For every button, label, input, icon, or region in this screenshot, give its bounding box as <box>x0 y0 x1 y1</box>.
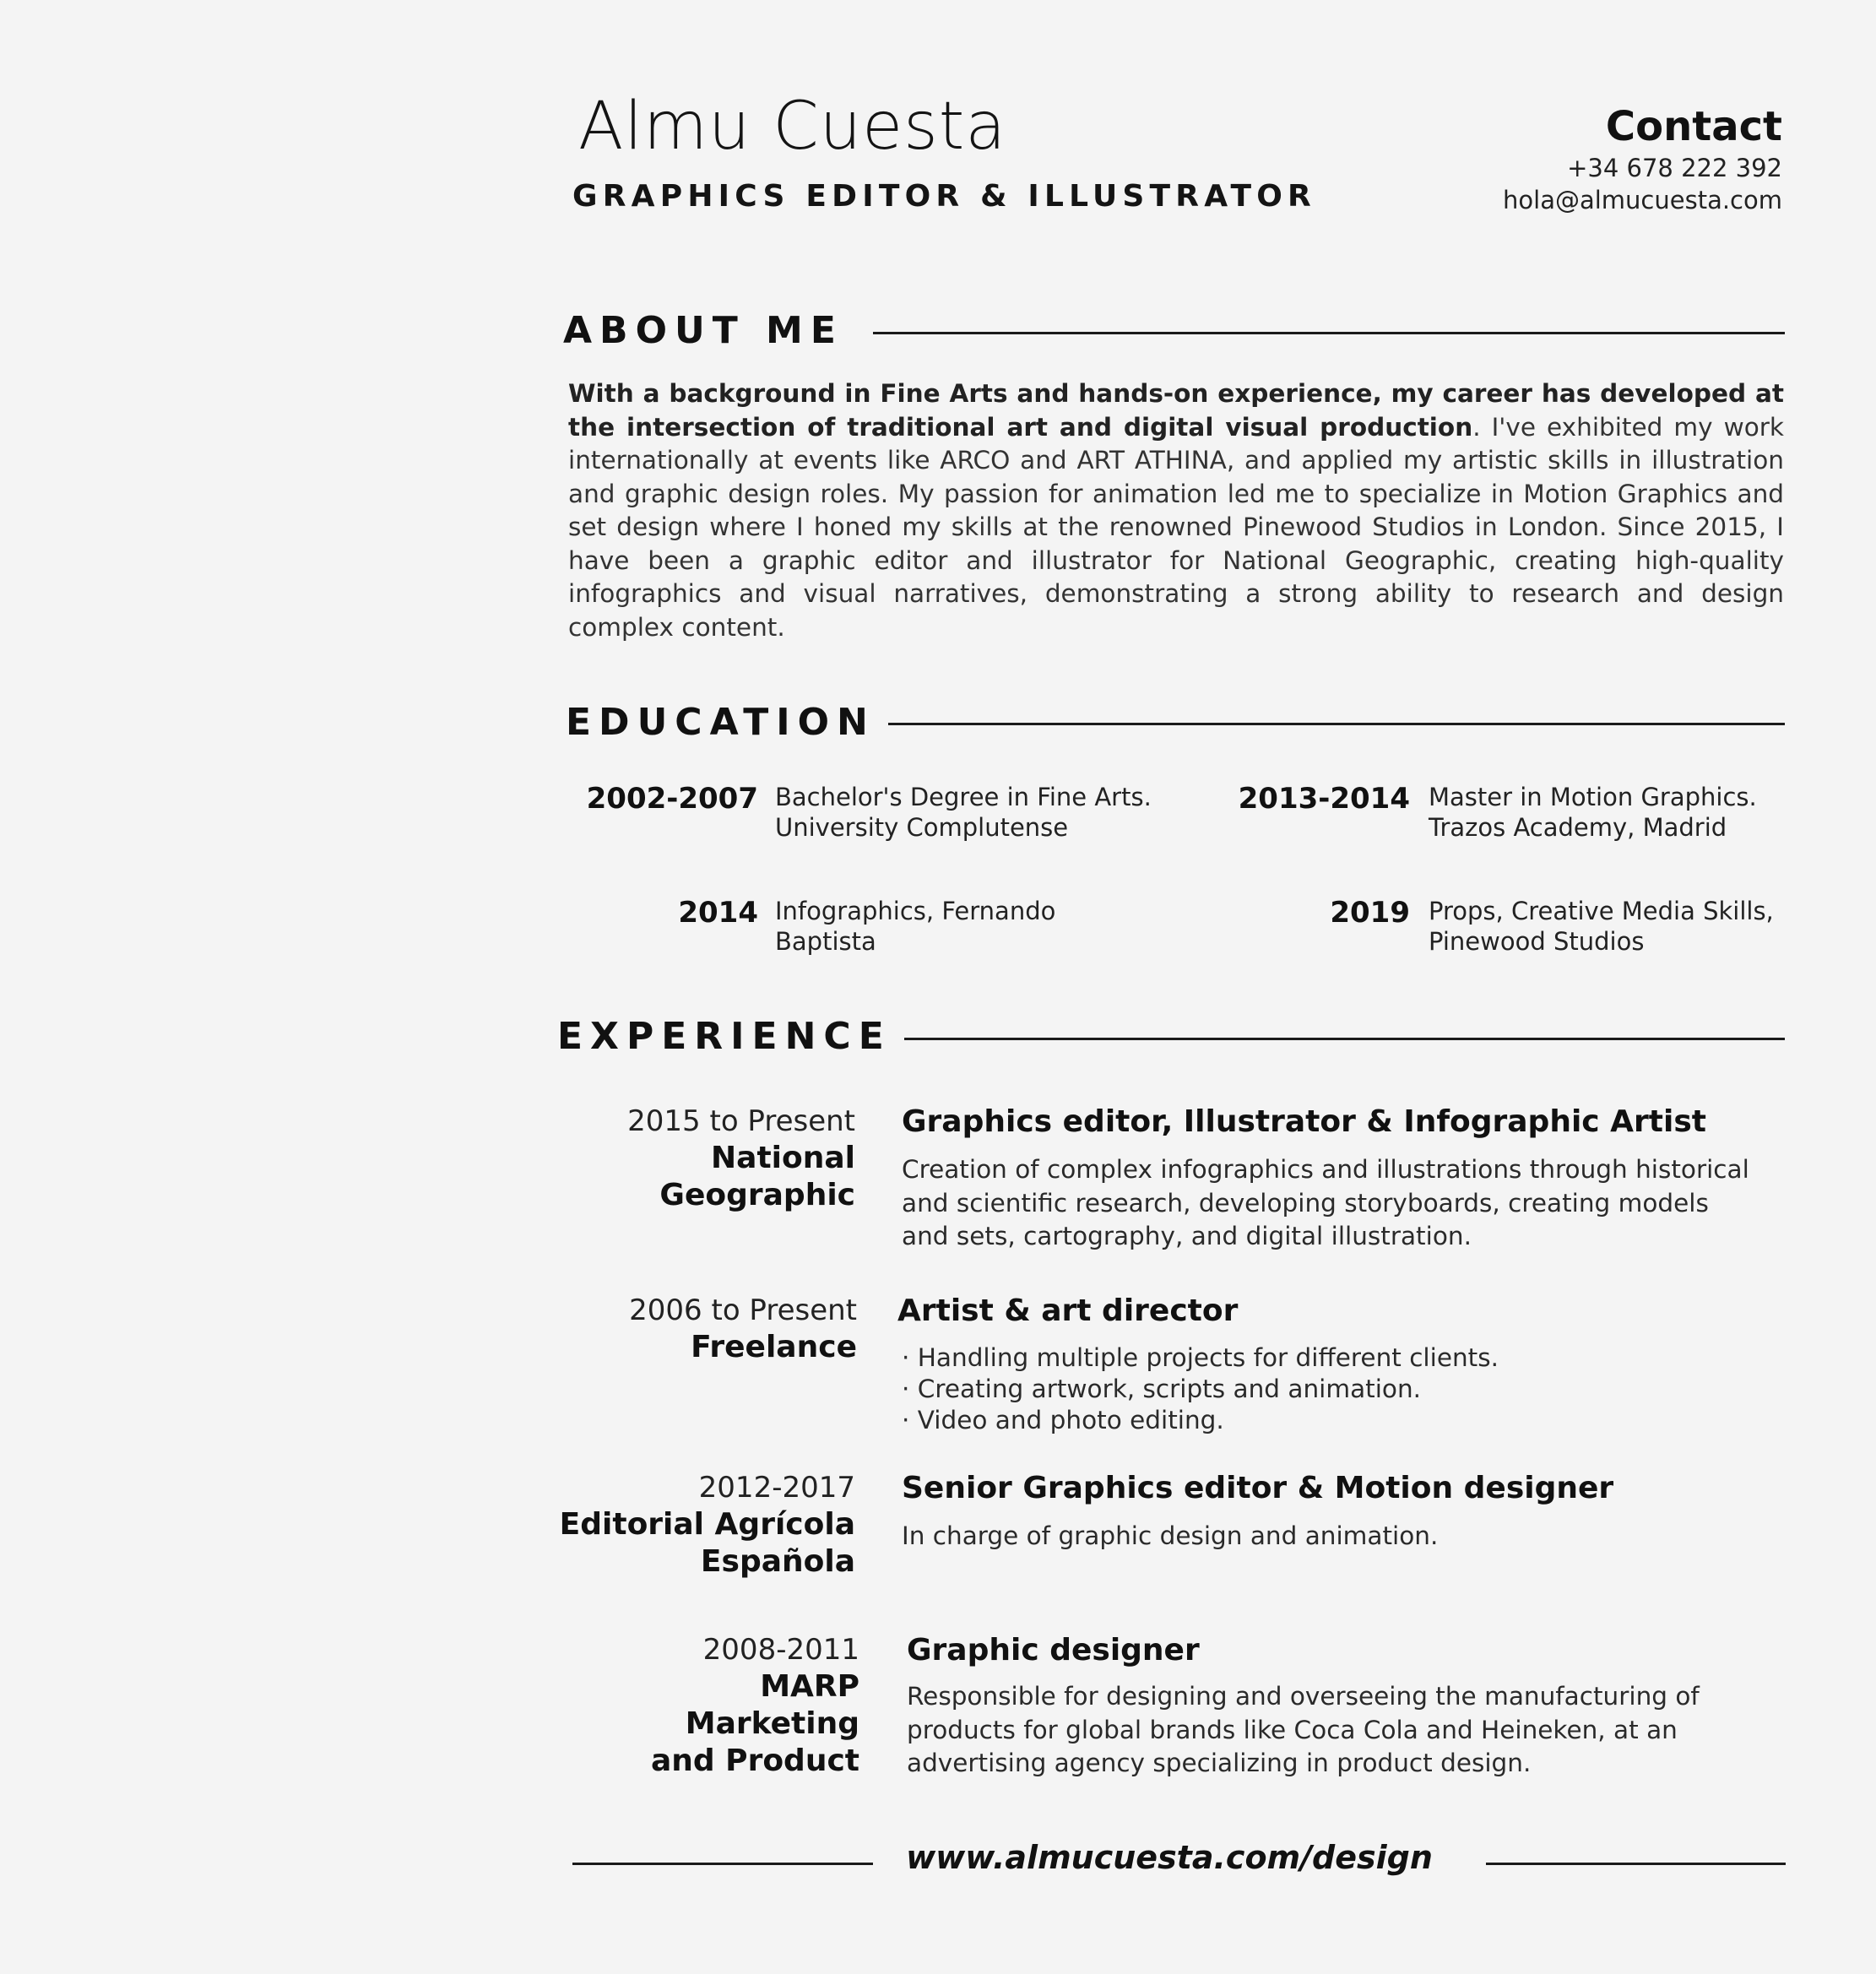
resume-role: GRAPHICS EDITOR & ILLUSTRATOR <box>572 179 1316 214</box>
experience-title: Senior Graphics editor & Motion designer <box>902 1471 1614 1505</box>
education-divider <box>888 723 1785 725</box>
experience-title: Graphic designer <box>907 1633 1200 1668</box>
experience-company: and Product <box>650 1744 859 1778</box>
education-line: Master in Motion Graphics. <box>1429 783 1757 811</box>
resume-name: Almu Cuesta <box>578 89 1007 165</box>
about-lead: With a background in Fine Arts and hands-on experience, my career has developed at the intersection of traditional art and digital visual production <box>568 379 1784 442</box>
experience-period: 2015 to Present <box>627 1104 855 1138</box>
experience-meta <box>420 1631 859 1780</box>
education-entry <box>775 782 1180 843</box>
experience-divider <box>904 1038 1785 1040</box>
education-line: Pinewood Studios <box>1429 927 1645 956</box>
contact-block <box>1360 101 1782 216</box>
bullet-item: · Video and photo editing. <box>902 1406 1224 1434</box>
website-link[interactable]: www.almucuesta.com/design <box>906 1839 1433 1876</box>
about-body: . I've exhibited my work internationally at events like ARCO and ART ATHINA, and applied my artistic skills in illustration and graphic design roles. My passion for animation led me to specialize in Motion Graphics and set design where I honed my skills at the renowned Pinewood Studios in London. Since 2015, I have been a graphic editor and illustrator for National Geographic, creating high-quality infographics and visual narratives, demonstrating a strong ability to research and design complex content. <box>568 412 1784 642</box>
experience-company: Española <box>700 1544 855 1579</box>
education-entry <box>1429 896 1792 957</box>
education-line: Infographics, Fernando <box>775 897 1056 925</box>
experience-bullets <box>902 1342 1499 1436</box>
contact-phone: +34 678 222 392 <box>1567 154 1782 182</box>
education-year: 2019 <box>1330 896 1410 930</box>
experience-meta <box>416 1469 855 1581</box>
footer-divider-right <box>1486 1863 1786 1865</box>
education-line: University Complutense <box>775 813 1069 842</box>
education-year: 2013-2014 <box>1238 782 1410 816</box>
experience-description: Creation of complex infographics and illustrations through historical and scientific research, developing storyboards, creating models and sets, cartography, and digital illustration. <box>902 1155 1749 1250</box>
education-line: Baptista <box>775 927 876 956</box>
education-year: 2014 <box>678 896 758 930</box>
education-line: Props, Creative Media Skills, <box>1429 897 1774 925</box>
experience-heading: EXPERIENCE <box>557 1015 892 1058</box>
experience-meta <box>418 1292 857 1366</box>
education-heading: EDUCATION <box>566 701 876 744</box>
about-heading: ABOUT ME <box>563 309 843 352</box>
education-entry <box>775 896 1180 957</box>
experience-company: National <box>711 1141 855 1175</box>
bullet-item: · Handling multiple projects for different clients. <box>902 1343 1499 1372</box>
about-paragraph <box>568 377 1784 644</box>
experience-title: Artist & art director <box>897 1293 1239 1328</box>
contact-email: hola@almucuesta.com <box>1503 186 1782 214</box>
experience-company: MARP <box>760 1669 859 1704</box>
contact-title: Contact <box>1605 103 1782 150</box>
education-line: Bachelor's Degree in Fine Arts. <box>775 783 1152 811</box>
experience-title: Graphics editor, Illustrator & Infographic Artist <box>902 1104 1706 1139</box>
education-entry <box>1429 782 1792 843</box>
experience-company: Editorial Agrícola <box>559 1507 855 1542</box>
experience-company: Geographic <box>659 1178 855 1212</box>
experience-period: 2012-2017 <box>698 1471 855 1505</box>
experience-company: Marketing <box>685 1706 859 1741</box>
experience-description: Responsible for designing and overseeing the manufacturing of products for global brands like Coca Cola and Heineken, at an advertising agency specializing in product design. <box>907 1682 1700 1777</box>
experience-description: In charge of graphic design and animation. <box>902 1521 1439 1550</box>
experience-period: 2006 to Present <box>629 1293 857 1327</box>
footer-divider-left <box>572 1863 873 1865</box>
bullet-item: · Creating artwork, scripts and animation. <box>902 1375 1422 1403</box>
education-year: 2002-2007 <box>586 782 758 816</box>
experience-meta <box>416 1103 855 1214</box>
about-divider <box>873 332 1785 334</box>
experience-period: 2008-2011 <box>702 1633 859 1667</box>
education-line: Trazos Academy, Madrid <box>1429 813 1727 842</box>
experience-company: Freelance <box>691 1330 857 1364</box>
